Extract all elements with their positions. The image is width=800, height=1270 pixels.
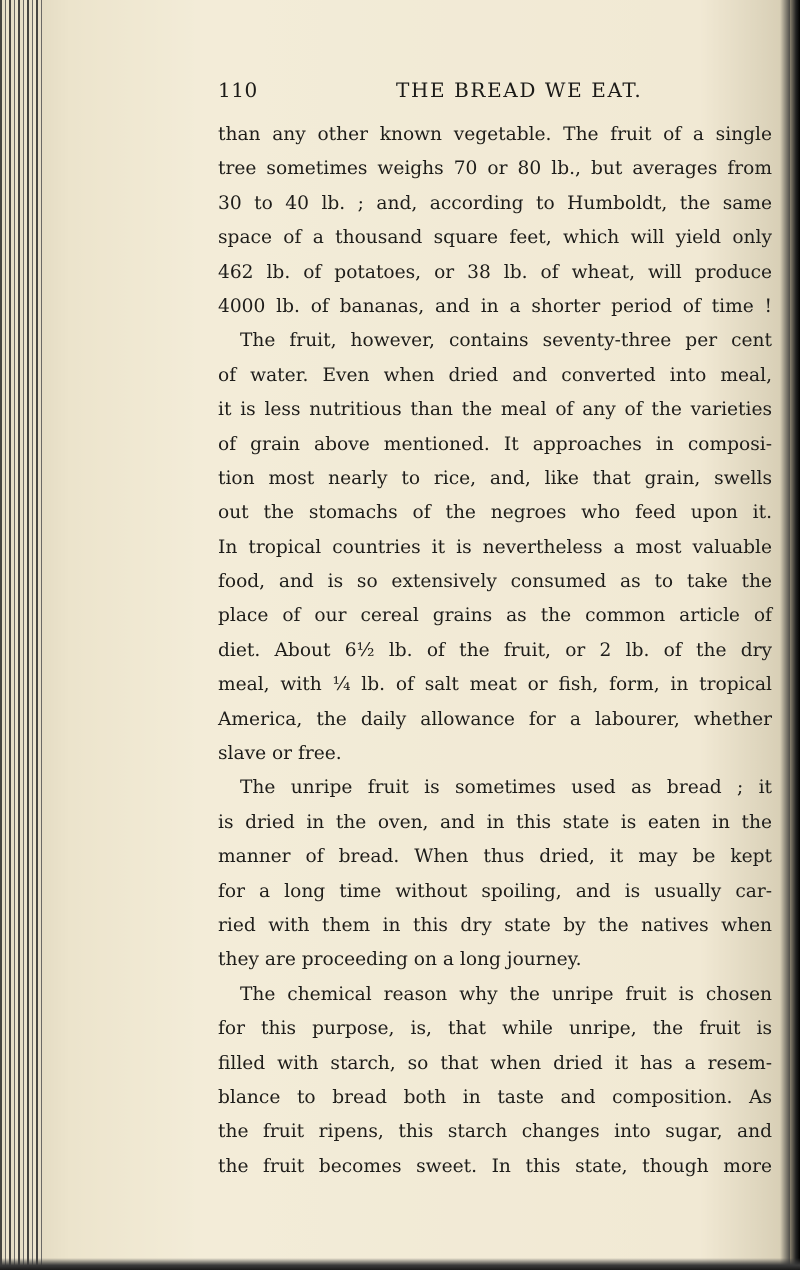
text-line: for this purpose, is, that while unripe, the fruit is bbox=[218, 1018, 772, 1040]
text-line: of grain above mentioned. It approaches in composi- bbox=[218, 433, 772, 455]
text-line: tion most nearly to rice, and, like that grain, swells bbox=[218, 467, 772, 489]
text-line: 4000 lb. of bananas, and in a shorter period of time ! bbox=[218, 295, 772, 317]
text-line: for a long time without spoiling, and is usually car- bbox=[218, 880, 772, 902]
text-line: 462 lb. of potatoes, or 38 lb. of wheat, will produce bbox=[218, 261, 772, 283]
text-line: the fruit becomes sweet. In this state, though more bbox=[218, 1155, 772, 1177]
page-right-edge bbox=[790, 0, 800, 1270]
text-line: The fruit, however, contains seventy-three per cent bbox=[240, 330, 772, 352]
text-line: of water. Even when dried and converted into meal, bbox=[218, 364, 772, 386]
text-line: food, and is so extensively consumed as to take the bbox=[218, 571, 772, 593]
text-line: the fruit ripens, this starch changes into sugar, and bbox=[218, 1121, 772, 1143]
running-header bbox=[218, 78, 778, 112]
text-line: America, the daily allowance for a labourer, whether bbox=[218, 708, 772, 730]
text-line: ried with them in this dry state by the natives when bbox=[218, 914, 772, 936]
text-line: diet. About 6½ lb. of the fruit, or 2 lb. of the dry bbox=[218, 639, 772, 661]
text-line: filled with starch, so that when dried it has a resem- bbox=[218, 1052, 772, 1074]
text-line: The chemical reason why the unripe fruit is chosen bbox=[240, 983, 772, 1005]
running-title: THE BREAD WE EAT. bbox=[396, 78, 643, 102]
text-line: meal, with ¼ lb. of salt meat or fish, form, in tropical bbox=[218, 674, 772, 696]
text-line: space of a thousand square feet, which will yield only bbox=[218, 227, 772, 249]
text-line: The unripe fruit is sometimes used as bread ; it bbox=[240, 777, 772, 799]
text-line: than any other known vegetable. The fruit of a single bbox=[218, 124, 772, 145]
book-binding-gutter bbox=[0, 0, 42, 1270]
text-line: is dried in the oven, and in this state is eaten in the bbox=[218, 811, 772, 833]
text-line: blance to bread both in taste and composition. As bbox=[218, 1086, 772, 1108]
text-line: they are proceeding on a long journey. bbox=[218, 949, 582, 971]
text-line: manner of bread. When thus dried, it may be kept bbox=[218, 846, 772, 868]
body-text bbox=[218, 118, 772, 1184]
text-line: In tropical countries it is nevertheless a most valuable bbox=[218, 536, 772, 558]
text-line: it is less nutritious than the meal of any of the varieties bbox=[218, 399, 772, 421]
page-number: 110 bbox=[218, 78, 258, 102]
text-line: out the stomachs of the negroes who feed upon it. bbox=[218, 502, 772, 524]
text-line: slave or free. bbox=[218, 743, 342, 765]
text-line: tree sometimes weighs 70 or 80 lb., but averages from bbox=[218, 158, 772, 180]
page-bottom-edge bbox=[0, 1258, 800, 1270]
text-line: 30 to 40 lb. ; and, according to Humboldt, the same bbox=[218, 192, 772, 214]
text-line: place of our cereal grains as the common article of bbox=[218, 605, 772, 627]
